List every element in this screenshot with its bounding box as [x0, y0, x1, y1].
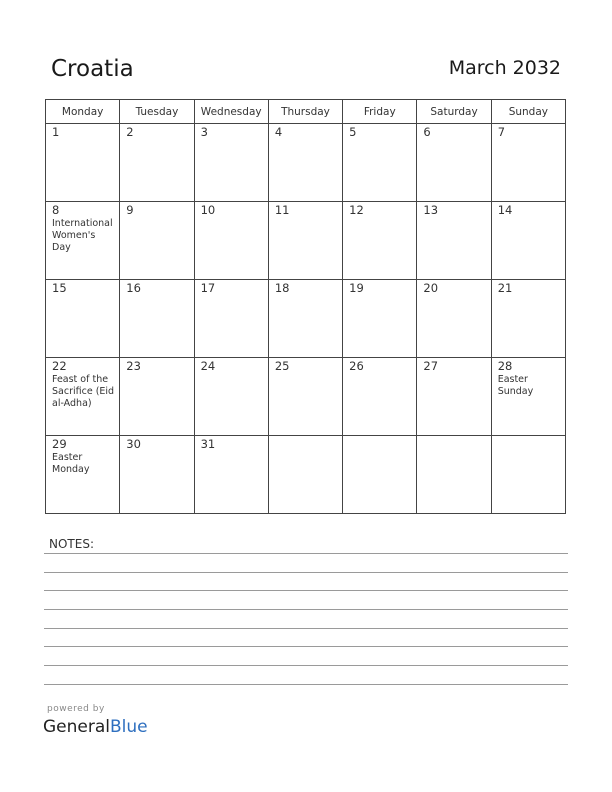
- day-cell: [268, 280, 342, 358]
- day-cell: [343, 280, 417, 358]
- day-cell: [343, 202, 417, 280]
- day-number: 29: [52, 437, 67, 451]
- day-number: 28: [497, 359, 513, 373]
- day-number: 5: [349, 125, 357, 139]
- notes-line: [44, 590, 568, 591]
- day-number: 13: [423, 203, 439, 217]
- day-number: 17: [200, 281, 216, 295]
- holiday-label: International Women's Day: [52, 218, 113, 253]
- day-cell: [343, 124, 417, 202]
- day-number: 12: [349, 203, 364, 217]
- day-cell: [343, 358, 417, 436]
- day-number: 30: [126, 437, 141, 451]
- day-number: 16: [126, 281, 141, 295]
- day-cell: [194, 436, 268, 514]
- day-cell: [120, 202, 194, 280]
- weekday-header: Monday: [46, 100, 120, 124]
- day-number: 7: [497, 125, 506, 139]
- day-cell: [46, 202, 120, 280]
- day-number: 6: [423, 125, 431, 139]
- calendar-month-year: March 2032: [448, 57, 561, 79]
- day-number: 20: [423, 281, 439, 295]
- day-number: 25: [274, 359, 290, 373]
- day-cell: [268, 358, 342, 436]
- day-cell: [491, 436, 565, 514]
- day-cell: [120, 124, 194, 202]
- calendar-week-row: [46, 202, 566, 280]
- powered-by-text: powered by: [47, 704, 105, 714]
- generalblue-logo: [43, 716, 148, 738]
- day-cell: [491, 202, 565, 280]
- notes-line: [44, 646, 568, 647]
- day-cell: [120, 436, 194, 514]
- day-number: 27: [423, 359, 439, 373]
- notes-line: [44, 684, 568, 685]
- notes-line: [44, 609, 568, 610]
- day-cell: [120, 280, 194, 358]
- day-number: 2: [126, 125, 134, 139]
- weekday-header: Friday: [343, 100, 417, 124]
- day-number: 19: [349, 281, 364, 295]
- calendar-week-row: [46, 436, 566, 514]
- day-cell: [491, 124, 565, 202]
- weekday-header: Sunday: [491, 100, 565, 124]
- calendar-country-title: Croatia: [51, 56, 134, 82]
- weekday-header: Saturday: [417, 100, 491, 124]
- day-number: 15: [52, 281, 67, 295]
- day-number: 4: [274, 125, 283, 139]
- weekday-header-row: [46, 100, 566, 124]
- day-number: 10: [200, 203, 216, 217]
- day-number: 26: [349, 359, 364, 373]
- weekday-header: Wednesday: [194, 100, 268, 124]
- day-cell: [343, 436, 417, 514]
- day-number: 1: [52, 125, 60, 139]
- day-cell: [491, 358, 565, 436]
- day-number: 31: [200, 437, 216, 451]
- day-cell: [46, 124, 120, 202]
- notes-line: [44, 553, 568, 554]
- notes-label: NOTES:: [49, 537, 94, 551]
- calendar-week-row: [46, 280, 566, 358]
- holiday-label: Easter Monday: [52, 452, 90, 475]
- day-cell: [417, 202, 491, 280]
- day-number: 21: [497, 281, 513, 295]
- brand-general-text: General: [43, 717, 110, 737]
- day-number: 22: [52, 359, 67, 373]
- notes-line: [44, 628, 568, 629]
- day-cell: [46, 358, 120, 436]
- notes-line: [44, 572, 568, 573]
- day-cell: [417, 124, 491, 202]
- day-number: 24: [200, 359, 216, 373]
- day-cell: [194, 358, 268, 436]
- day-cell: [194, 280, 268, 358]
- day-number: 18: [274, 281, 290, 295]
- weekday-header: Thursday: [268, 100, 342, 124]
- day-number: 23: [126, 359, 141, 373]
- day-cell: [417, 436, 491, 514]
- day-cell: [417, 280, 491, 358]
- day-number: 3: [200, 125, 208, 139]
- day-cell: [417, 358, 491, 436]
- day-number: 11: [274, 203, 290, 217]
- brand-blue-text: Blue: [110, 717, 148, 737]
- day-cell: [120, 358, 194, 436]
- calendar-week-row: [46, 124, 566, 202]
- day-cell: [268, 202, 342, 280]
- day-cell: [194, 124, 268, 202]
- holiday-label: Easter Sunday: [497, 374, 534, 397]
- calendar-grid: [45, 99, 566, 514]
- calendar-week-row: [46, 358, 566, 436]
- weekday-header: Tuesday: [120, 100, 194, 124]
- day-number: 9: [126, 203, 134, 217]
- day-number: 14: [497, 203, 513, 217]
- day-cell: [194, 202, 268, 280]
- day-number: 8: [52, 203, 60, 217]
- day-cell: [491, 280, 565, 358]
- day-cell: [46, 436, 120, 514]
- notes-line: [44, 665, 568, 666]
- day-cell: [268, 124, 342, 202]
- day-cell: [268, 436, 342, 514]
- day-cell: [46, 280, 120, 358]
- holiday-label: Feast of the Sacrifice (Eid al-Adha): [52, 374, 115, 409]
